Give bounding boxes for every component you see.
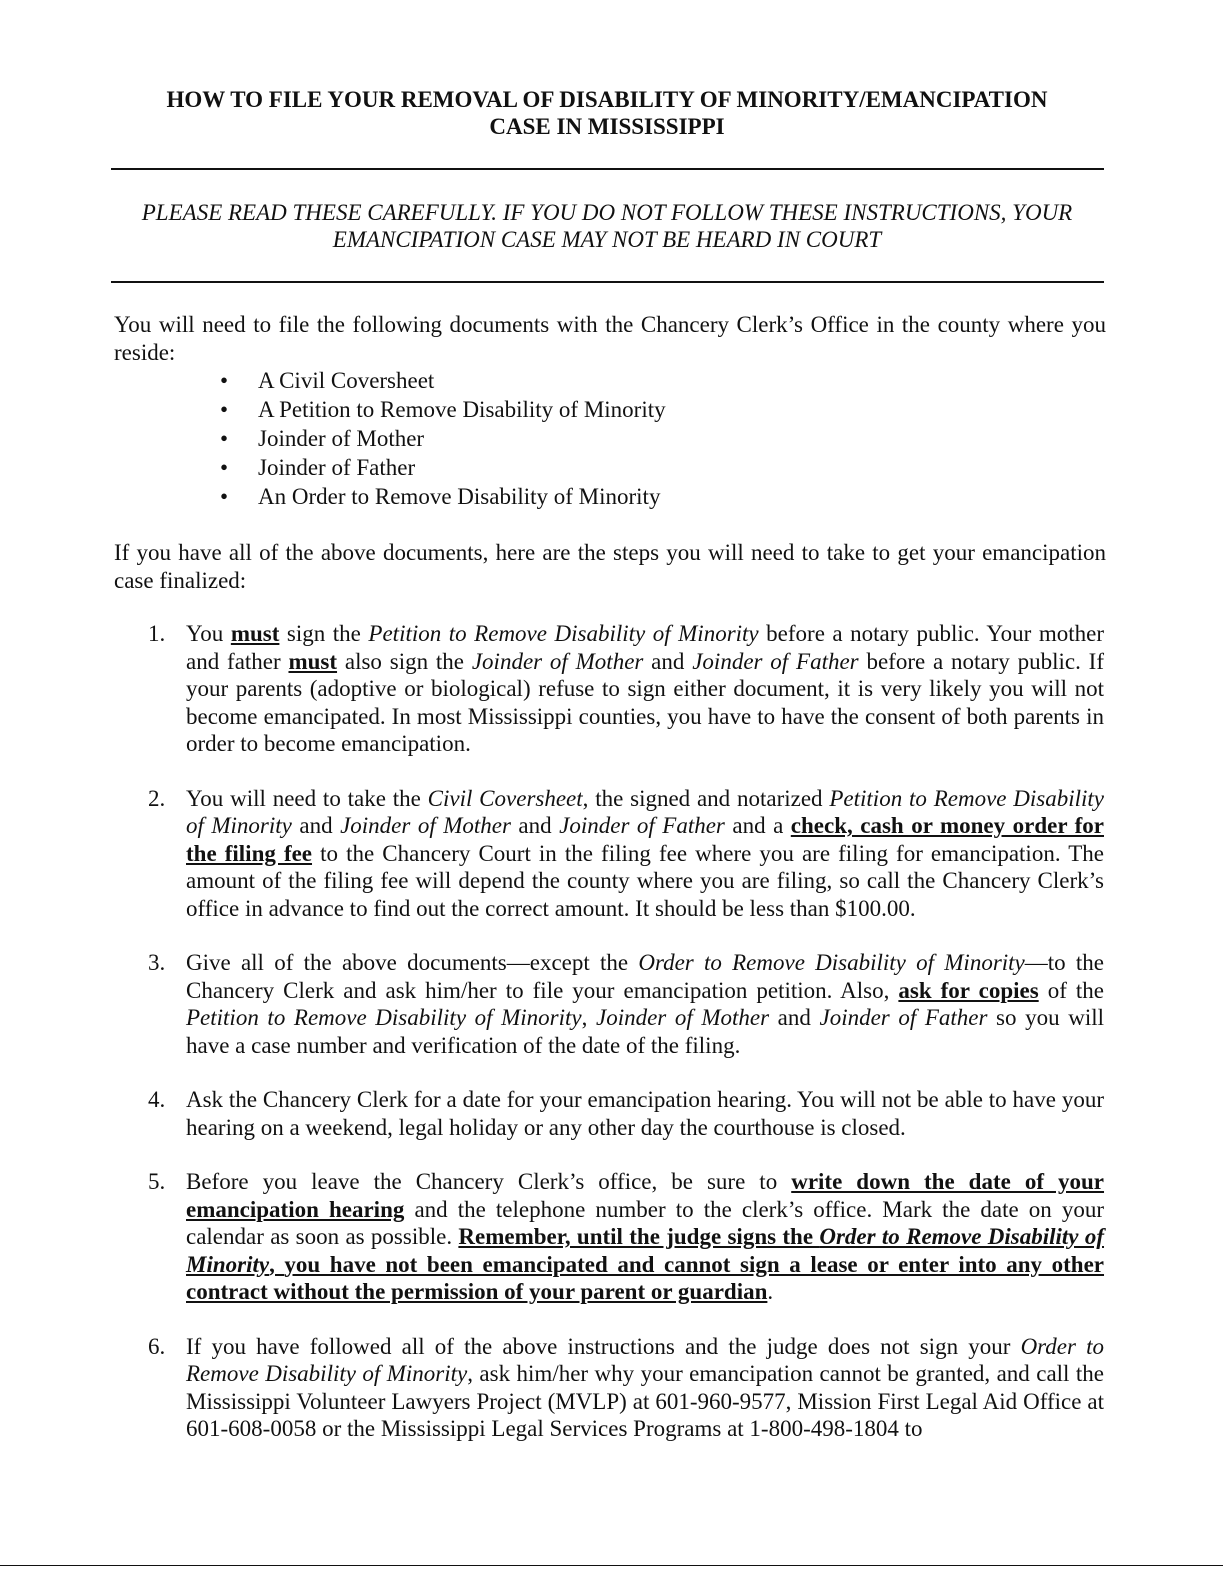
step-6: 6. If you have followed all of the above instructions and the judge does not sign your Order to Remove Disability of Minority, ask him/her why your emancipation cannot be granted, and call the Mississippi Volunteer Lawyers Project (MVLP) at 601-960-9577, Mission First Legal Aid Office at 601-608-0058 or the Mississippi Legal Services Programs at 1-800-498-1804 to	[148, 1333, 1104, 1441]
divider-top	[111, 168, 1104, 170]
bullet-icon: •	[220, 368, 229, 393]
step-4: 4. Ask the Chancery Clerk for a date for your emancipation hearing. You will not be able to have your hearing on a weekend, legal holiday or any other day the courthouse is closed.	[148, 1087, 1104, 1140]
warning-line-2: EMANCIPATION CASE MAY NOT BE HEARD IN COURT	[332, 227, 882, 252]
list-item: • A Civil Coversheet	[220, 368, 435, 393]
list-item: • An Order to Remove Disability of Minority	[220, 484, 661, 509]
title-line-2: CASE IN MISSISSIPPI	[489, 114, 725, 139]
step-number: 6.	[148, 1333, 166, 1359]
bullet-icon: •	[220, 455, 229, 480]
step-number: 3.	[148, 950, 166, 975]
step-1: 1. You must sign the Petition to Remove Disability of Minority before a notary public. Your mother and father must also sign the Joinder of Mother and Joinder of Father before a notary public. If your parents (adoptive or biological) refuse to sign either document, it is very likely you will not become emancipated. In most Mississippi counties, you have to have the consent of both parents in order to become emancipation.	[148, 621, 1105, 756]
page-title	[112, 86, 1102, 140]
title-line-1: HOW TO FILE YOUR REMOVAL OF DISABILITY OF MINORITY/EMANCIPATION	[166, 87, 1048, 112]
page-edge-line	[0, 1565, 1223, 1566]
list-item: • Joinder of Mother	[220, 426, 425, 451]
step-2: 2. You will need to take the Civil Coversheet, the signed and notarized Petition to Remove Disability of Minority and Joinder of Mother and Joinder of Father and a check, cash or money order for the filing fee to the Chancery Court in the filing fee where you are filing for emancipation. The amount of the filing fee will depend the county where you are filing, so call the Chancery Clerk’s office in advance to find out the correct amount. It should be less than $100.00.	[148, 785, 1105, 921]
steps-intro-paragraph: If you have all of the above documents, here are the steps you will need to take to get your emancipation case finalized:	[114, 540, 1106, 593]
step-number: 5.	[148, 1169, 166, 1194]
step-number: 1.	[148, 621, 166, 646]
warning-notice	[112, 199, 1102, 253]
bullet-icon: •	[220, 397, 229, 422]
step-3: 3. Give all of the above documents—except the Order to Remove Disability of Minority—to the Chancery Clerk and ask him/her to file your emancipation petition. Also, ask for copies of the Petition to Remove Disability of Minority, Joinder of Mother and Joinder of Father so you will have a case number and verification of the date of the filing.	[148, 950, 1105, 1058]
step-number: 2.	[148, 785, 166, 811]
step-number: 4.	[148, 1087, 166, 1112]
step-5: 5. Before you leave the Chancery Clerk’s office, be sure to write down the date of your emancipation hearing and the telephone number to the clerk’s office. Mark the date on your calendar as soon as possible. Remember, until the judge signs the Order to Remove Disability of Minority, you have not been emancipated and cannot sign a lease or enter into any other contract without the permission of your parent or guardian.	[148, 1169, 1105, 1304]
intro-paragraph: You will need to file the following documents with the Chancery Clerk’s Office in the county where you reside:	[114, 312, 1106, 365]
warning-line-1: PLEASE READ THESE CAREFULLY. IF YOU DO NOT FOLLOW THESE INSTRUCTIONS, YOUR	[141, 200, 1073, 225]
bullet-icon: •	[220, 426, 229, 451]
list-item: • Joinder of Father	[220, 455, 416, 480]
steps-list	[114, 620, 1104, 1470]
bullet-icon: •	[220, 484, 229, 509]
divider-bottom	[111, 281, 1104, 283]
list-item: • A Petition to Remove Disability of Minority	[220, 397, 666, 422]
documents-list	[218, 366, 666, 511]
